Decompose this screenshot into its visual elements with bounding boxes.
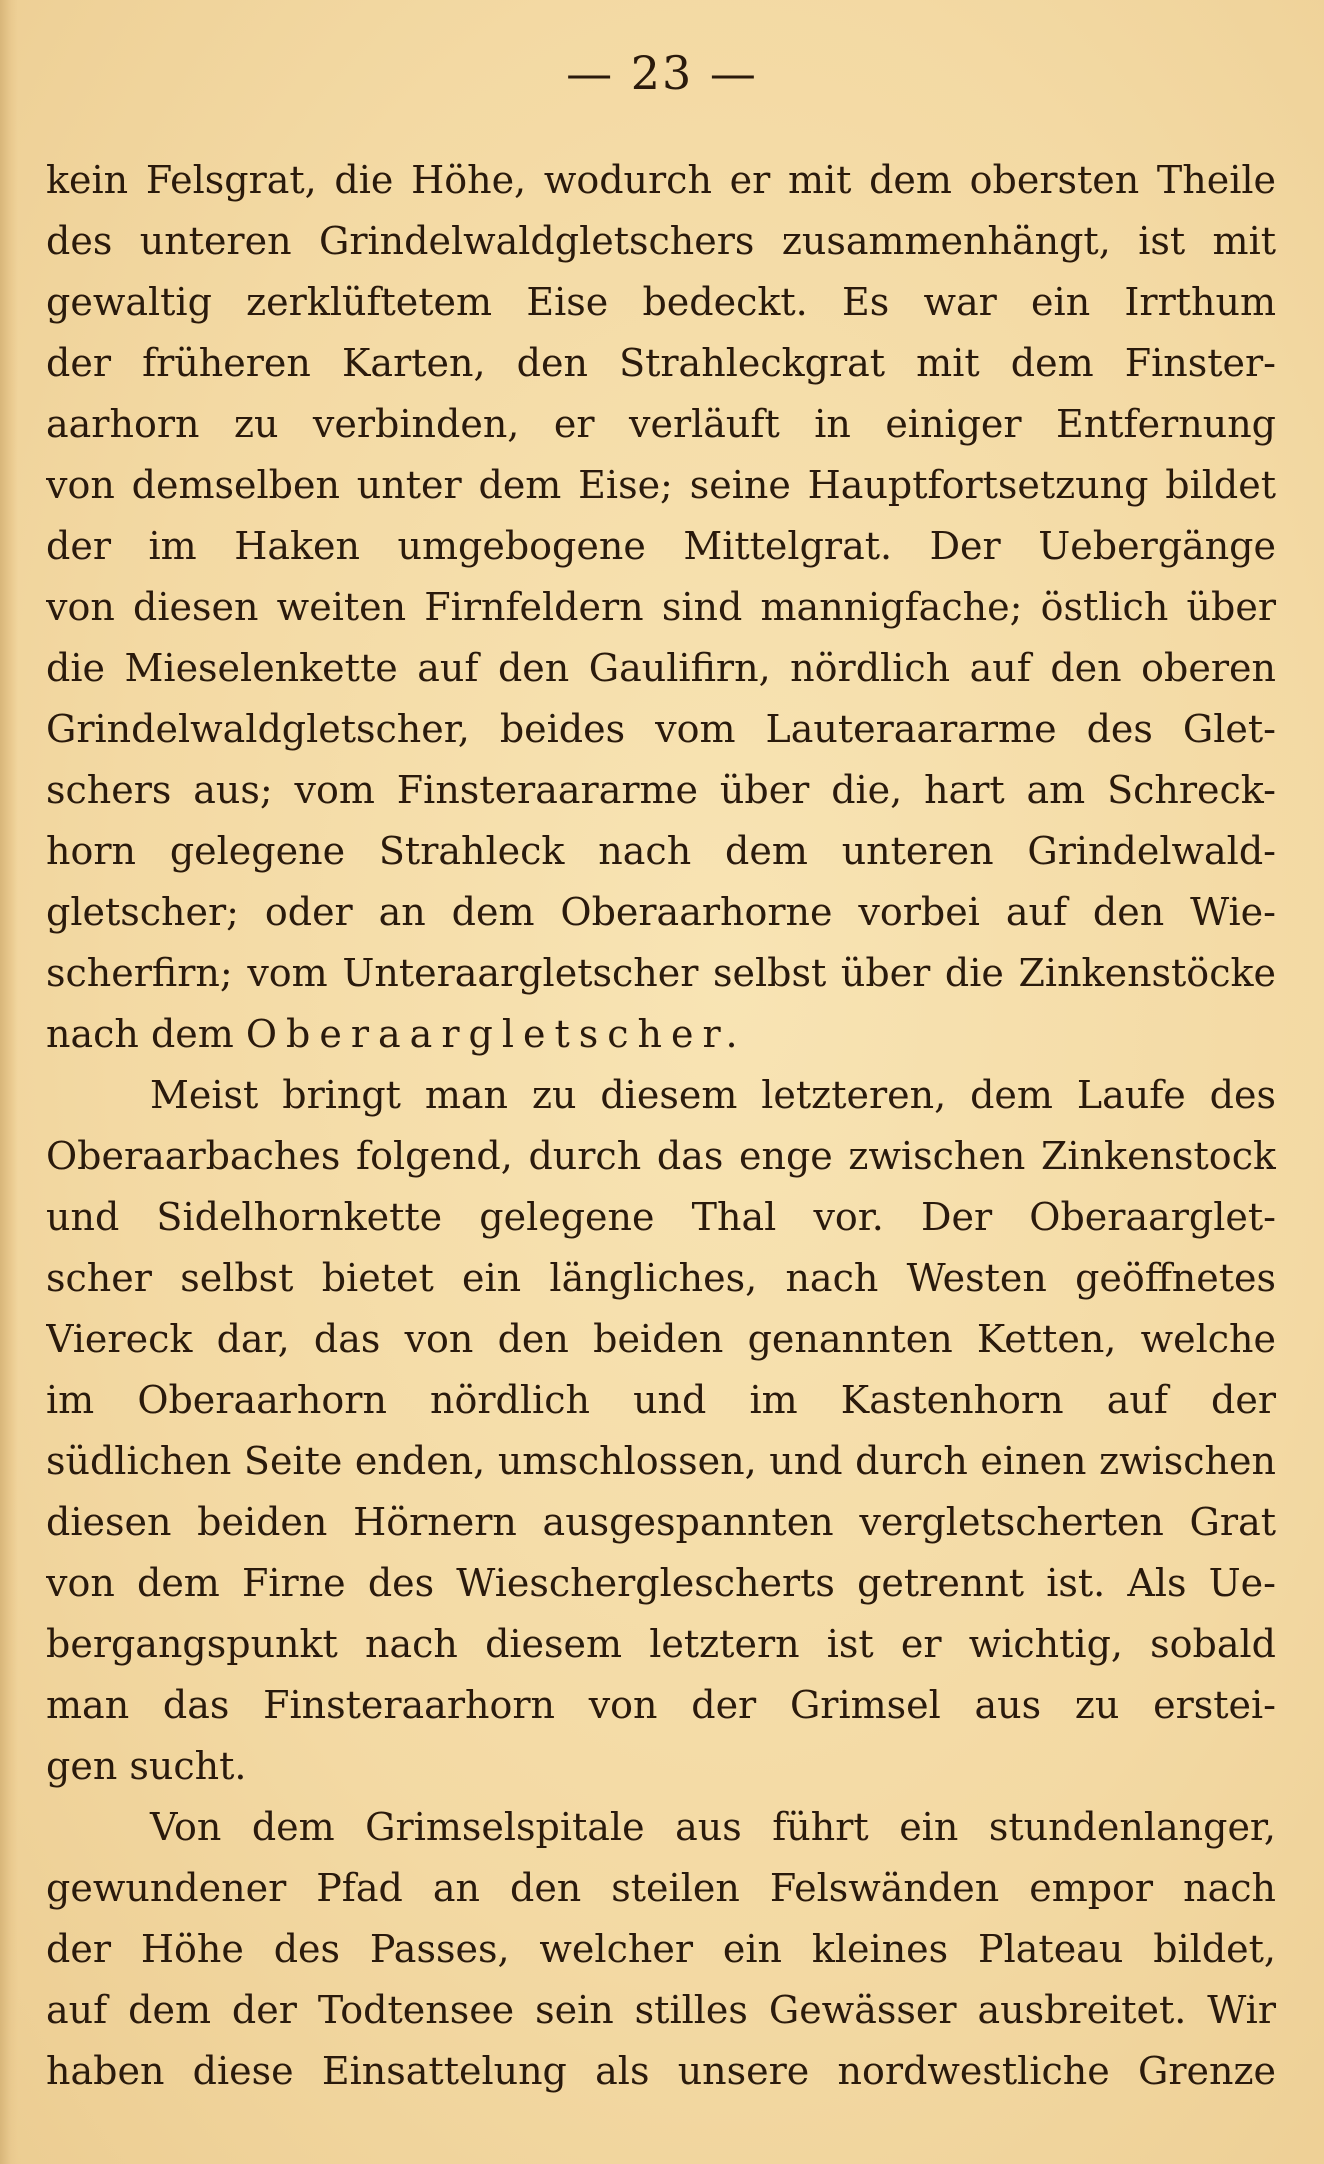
text-line: gewundener Pfad an den steilen Felswänden empor nach bbox=[46, 1866, 1276, 1910]
text-line: der früheren Karten, den Strahleckgrat mit dem Finster- bbox=[46, 341, 1276, 385]
text-line: von diesen weiten Firnfeldern sind mannigfache; östlich über bbox=[46, 585, 1276, 629]
text-line: und Sidelhornkette gelegene Thal vor. Der Oberaarglet- bbox=[46, 1195, 1276, 1239]
text-line: horn gelegene Strahleck nach dem unteren Grindelwald- bbox=[46, 829, 1276, 873]
spaced-emphasis: Oberaargletscher. bbox=[245, 1012, 747, 1056]
text-line-final: gen sucht. bbox=[46, 1744, 247, 1788]
text-line: bergangspunkt nach diesem letztern ist er wichtig, sobald bbox=[46, 1622, 1276, 1666]
text-line: schers aus; vom Finsteraararme über die, hart am Schreck- bbox=[46, 768, 1276, 812]
text-line: auf dem der Todtensee sein stilles Gewässer ausbreitet. Wir bbox=[46, 1988, 1276, 2032]
text-line: diesen beiden Hörnern ausgespannten vergletscherten Grat bbox=[46, 1500, 1276, 1544]
text-line: gletscher; oder an dem Oberaarhorne vorbei auf den Wie- bbox=[46, 890, 1276, 934]
text-line-final bbox=[46, 1004, 1276, 1065]
page-number: — 23 — bbox=[566, 46, 758, 100]
text-line: scher selbst bietet ein längliches, nach Westen geöffnetes bbox=[46, 1256, 1276, 1300]
final-line-prefix: nach dem bbox=[46, 1012, 246, 1056]
text-line: aarhorn zu verbinden, er verläuft in einiger Entfernung bbox=[46, 402, 1276, 446]
text-line: Viereck dar, das von den beiden genannten Ketten, welche bbox=[46, 1317, 1276, 1361]
text-line: man das Finsteraarhorn von der Grimsel aus zu erstei- bbox=[46, 1683, 1276, 1727]
body-text bbox=[46, 150, 1276, 2102]
text-line: kein Felsgrat, die Höhe, wodurch er mit dem obersten Theile bbox=[46, 158, 1276, 202]
text-line: die Mieselenkette auf den Gaulifirn, nördlich auf den oberen bbox=[46, 646, 1276, 690]
text-line: haben diese Einsattelung als unsere nordwestliche Grenze bbox=[46, 2049, 1276, 2093]
text-line: der Höhe des Passes, welcher ein kleines Plateau bildet, bbox=[46, 1927, 1276, 1971]
text-line-indented: Meist bringt man zu diesem letzteren, dem Laufe des bbox=[150, 1073, 1276, 1117]
text-line: Oberaarbaches folgend, durch das enge zwischen Zinkenstock bbox=[46, 1134, 1276, 1178]
text-line-indented: Von dem Grimselspitale aus führt ein stundenlanger, bbox=[150, 1805, 1276, 1849]
text-line: scherfirn; vom Unteraargletscher selbst über die Zinkenstöcke bbox=[46, 951, 1276, 995]
text-line: gewaltig zerklüftetem Eise bedeckt. Es war ein Irrthum bbox=[46, 280, 1276, 324]
text-line: von dem Firne des Wiescherglescherts getrennt ist. Als Ue- bbox=[46, 1561, 1276, 1605]
text-line: der im Haken umgebogene Mittelgrat. Der Uebergänge bbox=[46, 524, 1276, 568]
page-gutter bbox=[0, 0, 18, 2164]
text-line: von demselben unter dem Eise; seine Hauptfortsetzung bildet bbox=[46, 463, 1276, 507]
text-line: im Oberaarhorn nördlich und im Kastenhorn auf der bbox=[46, 1378, 1276, 1422]
text-line: südlichen Seite enden, umschlossen, und durch einen zwischen bbox=[46, 1439, 1276, 1483]
text-line: Grindelwaldgletscher, beides vom Lauteraararme des Glet- bbox=[46, 707, 1276, 751]
text-line: des unteren Grindelwaldgletschers zusammenhängt, ist mit bbox=[46, 219, 1276, 263]
